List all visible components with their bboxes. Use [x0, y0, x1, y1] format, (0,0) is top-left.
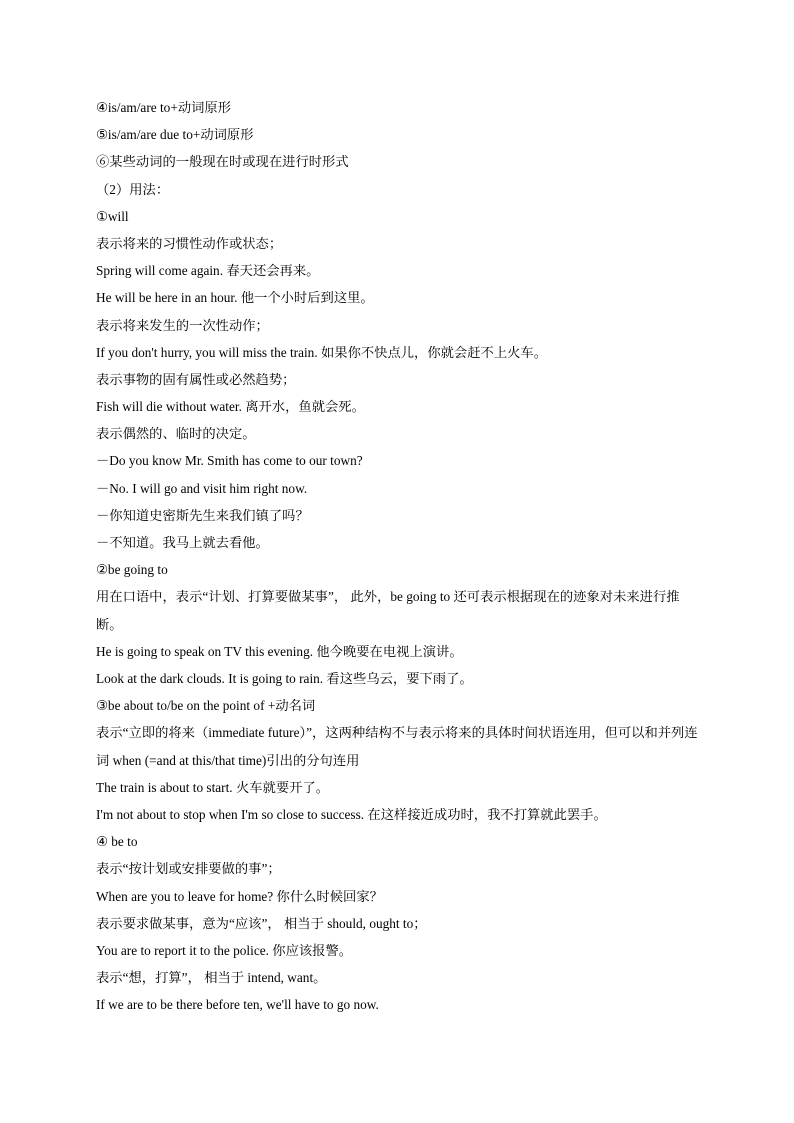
example-sentence: The train is about to start. 火车就要开了。 — [96, 779, 330, 795]
document-body — [96, 94, 706, 1018]
subheading-be-to: ④ be to — [96, 834, 138, 850]
subheading-be-going-to: ②be going to — [96, 562, 168, 578]
example-sentence: I'm not about to stop when I'm so close to success. 在这样接近成功时，我不打算就此罢手。 — [96, 806, 607, 822]
subheading-will: ①will — [96, 208, 129, 224]
example-sentence: Spring will come again. 春天还会再来。 — [96, 263, 320, 279]
text-line: 表示事物的固有属性或必然趋势； — [96, 371, 296, 387]
subheading-be-about-to: ③be about to/be on the point of +动名词 — [96, 698, 316, 714]
example-sentence: Look at the dark clouds. It is going to rain. 看这些乌云，要下雨了。 — [96, 670, 473, 686]
example-sentence: When are you to leave for home? 你什么时候回家？ — [96, 888, 383, 904]
text-line: 表示将来发生的一次性动作； — [96, 317, 269, 333]
example-sentence: He will be here in an hour. 他一个小时后到这里。 — [96, 290, 374, 306]
text-line: 表示将来的习惯性动作或状态； — [96, 235, 283, 251]
text-line: ⑥某些动词的一般现在时或现在进行时形式 — [96, 154, 349, 170]
section-heading-usage: （2）用法： — [96, 181, 170, 197]
example-sentence: If you don't hurry, you will miss the train. 如果你不快点儿，你就会赶不上火车。 — [96, 344, 548, 360]
dialogue-line: －No. I will go and visit him right now. — [96, 480, 308, 496]
text-line: 表示要求做某事，意为“应该”， 相当于 should, ought to； — [96, 915, 427, 931]
text-line: 表示“按计划或安排要做的事”； — [96, 861, 281, 877]
example-sentence: He is going to speak on TV this evening. 他今晚要在电视上演讲。 — [96, 643, 463, 659]
example-sentence: If we are to be there before ten, we'll have to go now. — [96, 997, 379, 1013]
text-paragraph: 表示“立即的将来（immediate future）”，这两种结构不与表示将来的具体时间状语连用，但可以和并列连词 when (=and at this/that time)引出的分句连用 — [96, 725, 698, 768]
dialogue-line: －你知道史密斯先生来我们镇了吗？ — [96, 507, 309, 523]
dialogue-line: －Do you know Mr. Smith has come to our town? — [96, 453, 363, 469]
text-line: 表示“想，打算”， 相当于 intend, want。 — [96, 970, 327, 986]
text-paragraph: 用在口语中，表示“计划、打算要做某事”， 此外，be going to 还可表示根据现在的迹象对未来进行推断。 — [96, 589, 680, 632]
text-line: 表示偶然的、临时的决定。 — [96, 426, 256, 442]
text-line: ④is/am/are to+动词原形 — [96, 100, 232, 115]
example-sentence: You are to report it to the police. 你应该报警。 — [96, 942, 353, 958]
dialogue-line: －不知道。我马上就去看他。 — [96, 535, 269, 550]
example-sentence: Fish will die without water. 离开水，鱼就会死。 — [96, 399, 365, 415]
text-line: ⑤is/am/are due to+动词原形 — [96, 127, 254, 143]
